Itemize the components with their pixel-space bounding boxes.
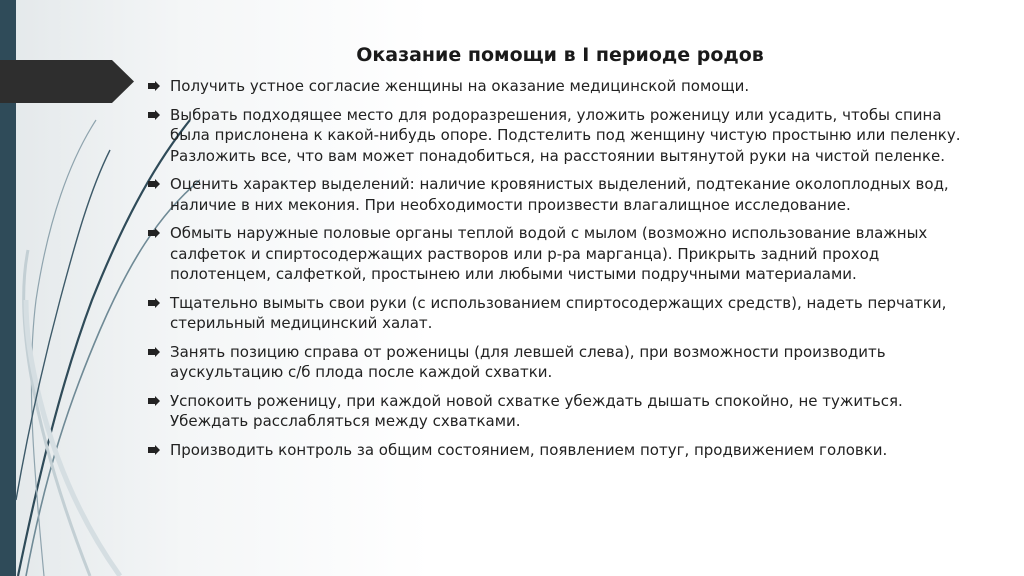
bullet-item	[146, 293, 976, 334]
bullet-item	[146, 342, 976, 383]
bullet-item	[146, 76, 976, 97]
arrow-bullet-icon	[148, 445, 160, 455]
bullet-list	[146, 76, 976, 468]
bullet-text: Получить устное согласие женщины на оказание медицинской помощи.	[170, 77, 750, 95]
bullet-item	[146, 223, 976, 285]
bullet-text: Оценить характер выделений: наличие кровянистых выделений, подтекание околоплодных вод, наличие в них мекония. При необходимости произвести влагалищное исследование.	[170, 175, 949, 214]
bullet-text: Занять позицию справа от роженицы (для левшей слева), при возможности производить аускультацию с/б плода после каждой схватки.	[170, 342, 886, 381]
arrow-bullet-icon	[148, 228, 160, 238]
arrow-bullet-icon	[148, 298, 160, 308]
bullet-item	[146, 105, 976, 167]
bullet-text: Выбрать подходящее место для родоразрешения, уложить роженицу или усадить, чтобы спина была прислонена к какой-нибудь опоре. Подстелить под женщину чистую простыню или пеленку. Разложить все, что вам может понадобиться, на расстоянии вытянутой руки на чистой пеленке.	[170, 105, 961, 165]
bullet-text: Обмыть наружные половые органы теплой водой с мылом (возможно использование влажных салфеток и спиртосодержащих растворов или р-ра марганца). Прикрыть задний проход полотенцем, салфеткой, простынею или любыми чистыми подручными материалами.	[170, 224, 928, 283]
arrow-bullet-icon	[148, 179, 160, 189]
arrow-bullet-icon	[148, 396, 160, 406]
bullet-text: Производить контроль за общим состоянием, появлением потуг, продвижением головки.	[170, 440, 888, 459]
bullet-item	[146, 174, 976, 215]
bullet-item	[146, 391, 976, 432]
title-tab-shape	[0, 60, 134, 103]
arrow-bullet-icon	[148, 81, 160, 91]
bullet-item	[146, 440, 976, 461]
arrow-bullet-icon	[148, 110, 160, 120]
arrow-bullet-icon	[148, 347, 160, 357]
slide-title: Оказание помощи в I периоде родов	[356, 44, 764, 66]
bullet-text: Успокоить роженицу, при каждой новой схватке убеждать дышать спокойно, не тужиться. Убеждать расслабляться между схватками.	[170, 391, 903, 430]
bullet-text: Тщательно вымыть свои руки (с использованием спиртосодержащих средств), надеть перчатки, стерильный медицинский халат.	[170, 293, 947, 332]
